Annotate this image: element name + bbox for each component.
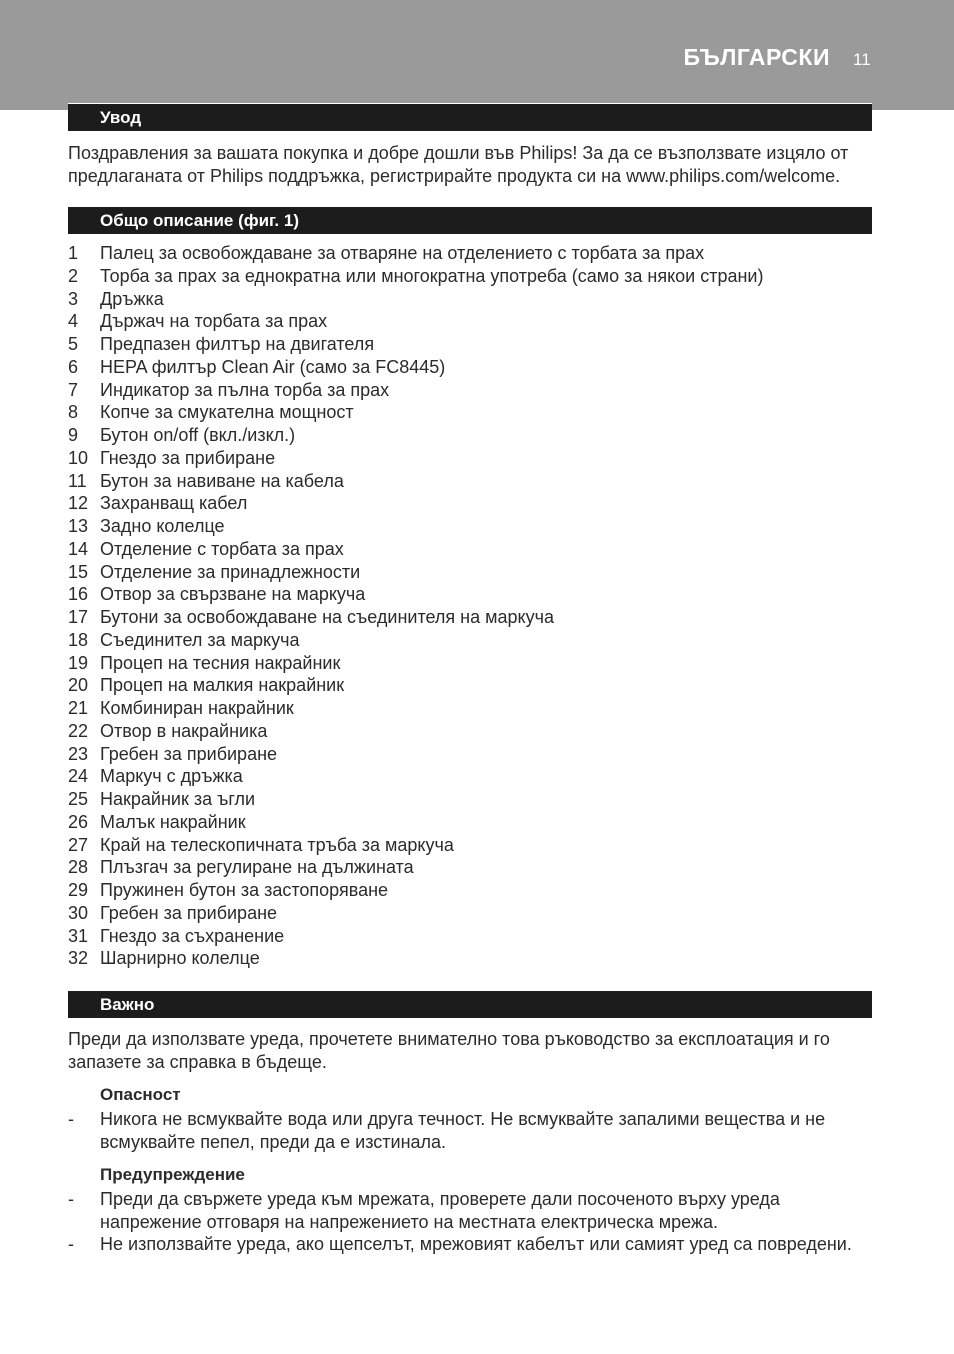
list-item <box>68 515 868 538</box>
list-item-number: 25 <box>68 789 89 809</box>
warning-bullet <box>68 1188 868 1233</box>
list-item-text: Предпазен филтър на двигателя <box>100 334 375 354</box>
parts-list <box>68 242 868 970</box>
list-item-text: Съединител за маркуча <box>100 629 300 650</box>
list-item-text: Дръжка <box>100 288 164 309</box>
list-item-number: 6 <box>68 356 79 377</box>
list-item <box>68 674 868 697</box>
list-item <box>68 606 868 629</box>
list-item-number: 31 <box>68 925 89 946</box>
list-item <box>68 947 868 970</box>
list-item-text: Процеп на тесния накрайник <box>100 652 341 673</box>
bullet-marker: - <box>68 1189 74 1209</box>
list-item-text: Отвор за свързване на маркуча <box>100 584 366 605</box>
warning-bullet <box>68 1233 868 1256</box>
list-item-number: 14 <box>68 538 89 559</box>
list-item <box>68 561 868 584</box>
section-title-description: Общо описание (фиг. 1) <box>100 211 299 230</box>
list-item <box>68 720 868 743</box>
list-item-text: Захранващ кабел <box>100 493 248 514</box>
list-item-text: Индикатор за пълна торба за прах <box>100 379 390 400</box>
list-item-text: Малък накрайник <box>100 811 246 832</box>
list-item-number: 12 <box>68 493 89 514</box>
danger-bullet-text: Никога не всмуквайте вода или друга течност. Не всмуквайте запалими вещества и не всмуквайте пепел, преди да е изстинала. <box>100 1109 826 1152</box>
list-item <box>68 697 868 720</box>
intro-paragraph: Поздравления за вашата покупка и добре дошли във Philips! За да се възползвате изцяло от предлаганата от Philips поддръжка, регистрирайте продукта си на www.philips.com/welcome. <box>68 143 849 186</box>
list-item-number: 27 <box>68 834 89 855</box>
list-item-text: Шарнирно колелце <box>100 948 260 969</box>
list-item-number: 23 <box>68 743 89 764</box>
list-item <box>68 629 868 652</box>
list-item-number: 26 <box>68 811 89 832</box>
list-item <box>68 811 868 834</box>
list-item <box>68 834 868 857</box>
list-item-number: 16 <box>68 584 89 605</box>
list-item <box>68 743 868 766</box>
list-item <box>68 583 868 606</box>
list-item <box>68 242 868 265</box>
section-title-intro: Увод <box>100 108 142 127</box>
page-header <box>0 0 954 110</box>
list-item-number: 2 <box>68 265 79 286</box>
list-item-number: 28 <box>68 857 89 878</box>
warning-heading: Предупреждение <box>100 1165 245 1184</box>
list-item <box>68 788 868 811</box>
list-item-text: Палец за освобождаване за отваряне на отделението с торбата за прах <box>100 243 705 263</box>
list-item <box>68 765 868 788</box>
list-item-text: Маркуч с дръжка <box>100 766 243 787</box>
list-item <box>68 856 868 879</box>
list-item <box>68 310 868 333</box>
list-item-number: 9 <box>68 425 79 445</box>
list-item-number: 30 <box>68 902 89 923</box>
list-item <box>68 265 868 288</box>
list-item-number: 3 <box>68 288 79 309</box>
list-item <box>68 424 868 447</box>
important-paragraph: Преди да използвате уреда, прочетете внимателно това ръководство за експлоатация и го запазете за справка в бъдеще. <box>68 1029 830 1072</box>
list-item-text: Бутон за навиване на кабела <box>100 470 344 491</box>
list-item-text: Бутон on/off (вкл./изкл.) <box>100 425 296 445</box>
list-item-number: 22 <box>68 720 89 741</box>
list-item-text: Гребен за прибиране <box>100 902 278 923</box>
list-item <box>68 356 868 379</box>
list-item-number: 21 <box>68 698 89 718</box>
list-item-number: 19 <box>68 652 89 673</box>
list-item <box>68 401 868 424</box>
language-title: БЪЛГАРСКИ <box>683 44 830 70</box>
list-item <box>68 288 868 311</box>
list-item-number: 1 <box>68 243 79 263</box>
warning-bullet-text: Преди да свържете уреда към мрежата, проверете дали посоченото върху уреда напрежение отговаря на напрежението на местната електрическа мрежа. <box>100 1189 780 1232</box>
section-header-description <box>68 206 872 234</box>
list-item <box>68 333 868 356</box>
list-item-number: 17 <box>68 607 89 627</box>
list-item <box>68 447 868 470</box>
list-item <box>68 879 868 902</box>
list-item-number: 4 <box>68 311 79 332</box>
list-item <box>68 538 868 561</box>
list-item-number: 10 <box>68 447 89 468</box>
list-item-text: Процеп на малкия накрайник <box>100 675 345 696</box>
list-item-number: 8 <box>68 402 79 423</box>
page-number: 11 <box>853 50 871 69</box>
list-item <box>68 902 868 925</box>
list-item-text: Отделение с торбата за прах <box>100 538 344 559</box>
list-item-text: Задно колелце <box>100 516 225 536</box>
list-item-number: 13 <box>68 516 89 536</box>
list-item-number: 11 <box>68 470 87 491</box>
list-item-text: Отделение за принадлежности <box>100 561 361 582</box>
list-item <box>68 492 868 515</box>
danger-bullet <box>68 1108 868 1153</box>
list-item-text: Комбиниран накрайник <box>100 698 294 718</box>
bullet-marker: - <box>68 1109 74 1129</box>
section-header-important <box>68 990 872 1018</box>
list-item-number: 24 <box>68 766 89 787</box>
list-item-text: Накрайник за ъгли <box>100 789 256 809</box>
list-item <box>68 925 868 948</box>
list-item-text: Пружинен бутон за застопоряване <box>100 880 389 900</box>
list-item <box>68 470 868 493</box>
warning-bullet-text: Не използвайте уреда, ако щепселът, мрежовият кабелът или самият уред са повредени. <box>100 1234 852 1254</box>
list-item-text: HEPA филтър Clean Air (само за FC8445) <box>100 356 446 377</box>
list-item-text: Торба за прах за еднократна или многократна употреба (само за някои страни) <box>100 265 764 286</box>
list-item <box>68 379 868 402</box>
list-item-text: Плъзгач за регулиране на дължината <box>100 857 414 878</box>
list-item <box>68 652 868 675</box>
section-title-important: Важно <box>100 995 155 1014</box>
list-item-number: 32 <box>68 948 89 969</box>
list-item-text: Бутони за освобождаване на съединителя на маркуча <box>100 607 554 627</box>
danger-heading: Опасност <box>100 1085 181 1104</box>
list-item-number: 5 <box>68 334 79 354</box>
list-item-text: Гнездо за прибиране <box>100 447 276 468</box>
list-item-text: Копче за смукателна мощност <box>100 402 354 423</box>
list-item-text: Край на телескопичната тръба за маркуча <box>100 834 454 855</box>
list-item-text: Държач на торбата за прах <box>100 311 328 332</box>
list-item-number: 7 <box>68 379 79 400</box>
section-header-intro <box>68 103 872 131</box>
list-item-number: 20 <box>68 675 89 696</box>
list-item-number: 15 <box>68 561 89 582</box>
list-item-text: Гребен за прибиране <box>100 743 278 764</box>
list-item-text: Гнездо за съхранение <box>100 925 285 946</box>
list-item-number: 29 <box>68 880 89 900</box>
bullet-marker: - <box>68 1234 74 1254</box>
list-item-text: Отвор в накрайника <box>100 720 268 741</box>
list-item-number: 18 <box>68 629 89 650</box>
